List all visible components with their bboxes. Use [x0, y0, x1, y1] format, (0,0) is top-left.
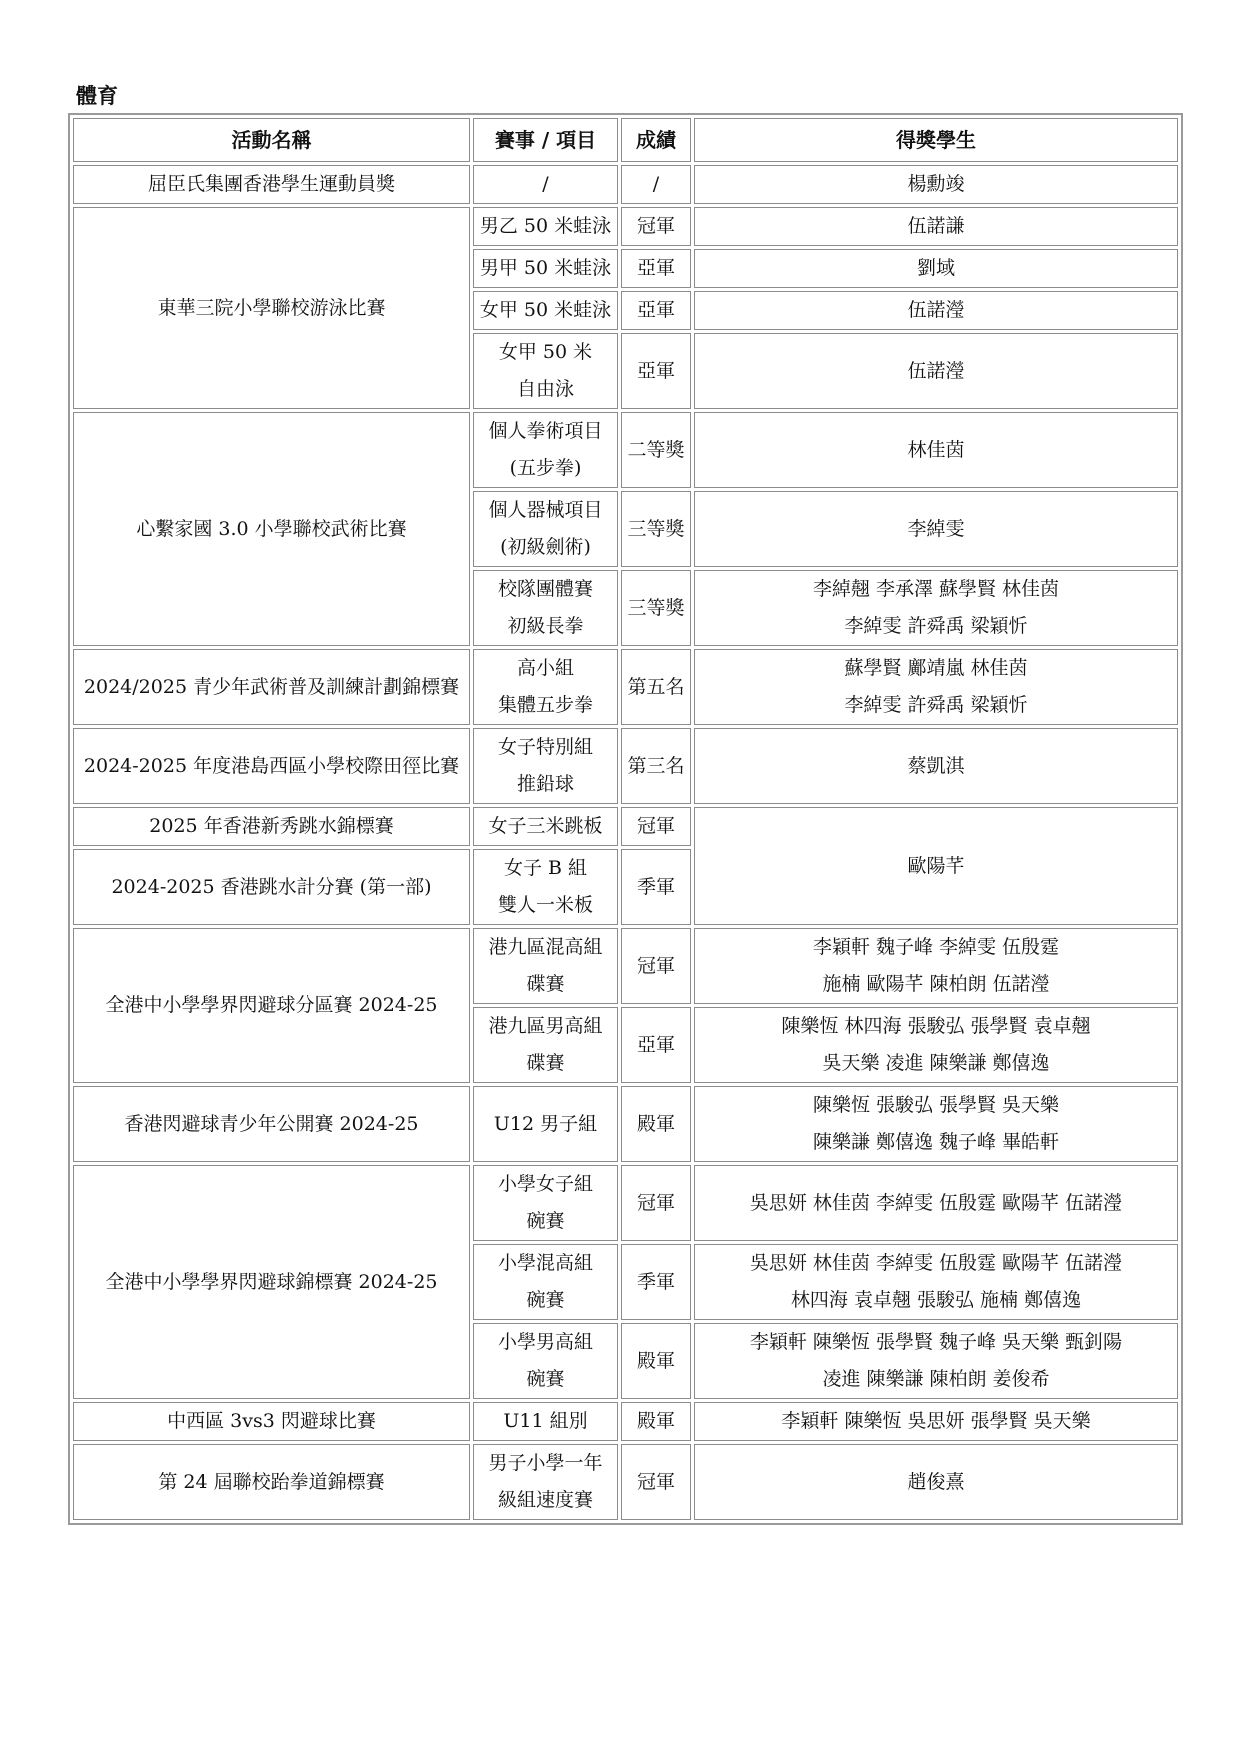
awards-table: [68, 113, 1183, 1525]
header-activity: 活動名稱: [73, 118, 470, 162]
event-cell: /: [473, 165, 618, 204]
students-cell: 劉域: [694, 249, 1178, 288]
table-header-row: [73, 118, 1178, 162]
students-cell: 吳思妍 林佳茵 李綽雯 伍殷霆 歐陽芊 伍諾瀅 林四海 袁卓翹 張駿弘 施楠 鄭僖逸: [694, 1244, 1178, 1320]
students-cell: 林佳茵: [694, 412, 1178, 488]
students-cell: 李綽翹 李承澤 蘇學賢 林佳茵 李綽雯 許舜禹 梁穎忻: [694, 570, 1178, 646]
event-cell: 港九區男高組 碟賽: [473, 1007, 618, 1083]
students-cell: 蘇學賢 鄺靖嵐 林佳茵 李綽雯 許舜禹 梁穎忻: [694, 649, 1178, 725]
students-cell: 伍諾謙: [694, 207, 1178, 246]
event-cell: 女子 B 組 雙人一米板: [473, 849, 618, 925]
table-row: [73, 1086, 1178, 1162]
event-cell: 港九區混高組 碟賽: [473, 928, 618, 1004]
students-cell: 李穎軒 陳樂恆 吳思妍 張學賢 吳天樂: [694, 1402, 1178, 1441]
students-cell: 陳樂恆 林四海 張駿弘 張學賢 袁卓翹 吳天樂 凌進 陳樂謙 鄭僖逸: [694, 1007, 1178, 1083]
students-cell: 李綽雯: [694, 491, 1178, 567]
result-cell: 季軍: [621, 1244, 691, 1320]
activity-cell: 心繫家國 3.0 小學聯校武術比賽: [73, 412, 470, 646]
result-cell: 亞軍: [621, 291, 691, 330]
result-cell: 冠軍: [621, 1165, 691, 1241]
students-cell: 李穎軒 陳樂恆 張學賢 魏子峰 吳天樂 甄釗陽 凌進 陳樂謙 陳柏朗 姜俊希: [694, 1323, 1178, 1399]
result-cell: 第三名: [621, 728, 691, 804]
result-cell: 殿軍: [621, 1086, 691, 1162]
table-row: [73, 1402, 1178, 1441]
students-cell: 伍諾瀅: [694, 333, 1178, 409]
students-cell: 楊勳竣: [694, 165, 1178, 204]
result-cell: 冠軍: [621, 928, 691, 1004]
result-cell: 三等獎: [621, 570, 691, 646]
event-cell: 女甲 50 米 自由泳: [473, 333, 618, 409]
event-cell: 個人器械項目 (初級劍術): [473, 491, 618, 567]
event-cell: 個人拳術項目 (五步拳): [473, 412, 618, 488]
result-cell: 季軍: [621, 849, 691, 925]
event-cell: 男子小學一年 級組速度賽: [473, 1444, 618, 1520]
activity-cell: 香港閃避球青少年公開賽 2024-25: [73, 1086, 470, 1162]
section-title: 體育: [76, 84, 118, 108]
event-cell: U11 組別: [473, 1402, 618, 1441]
table-row: [73, 807, 1178, 846]
students-cell: 李穎軒 魏子峰 李綽雯 伍殷霆 施楠 歐陽芊 陳柏朗 伍諾瀅: [694, 928, 1178, 1004]
event-cell: U12 男子組: [473, 1086, 618, 1162]
students-cell: 陳樂恆 張駿弘 張學賢 吳天樂 陳樂謙 鄭僖逸 魏子峰 畢皓軒: [694, 1086, 1178, 1162]
activity-cell: 2024/2025 青少年武術普及訓練計劃錦標賽: [73, 649, 470, 725]
table-row: [73, 649, 1178, 725]
activity-cell: 全港中小學學界閃避球錦標賽 2024-25: [73, 1165, 470, 1399]
result-cell: 亞軍: [621, 333, 691, 409]
activity-cell: 2024-2025 香港跳水計分賽 (第一部): [73, 849, 470, 925]
event-cell: 女甲 50 米蛙泳: [473, 291, 618, 330]
result-cell: 冠軍: [621, 807, 691, 846]
activity-cell: 中西區 3vs3 閃避球比賽: [73, 1402, 470, 1441]
event-cell: 男甲 50 米蛙泳: [473, 249, 618, 288]
students-cell: 吳思妍 林佳茵 李綽雯 伍殷霆 歐陽芊 伍諾瀅: [694, 1165, 1178, 1241]
table-row: [73, 412, 1178, 488]
result-cell: 殿軍: [621, 1323, 691, 1399]
result-cell: 三等獎: [621, 491, 691, 567]
result-cell: 冠軍: [621, 1444, 691, 1520]
event-cell: 小學女子組 碗賽: [473, 1165, 618, 1241]
table-row: [73, 1444, 1178, 1520]
event-cell: 高小組 集體五步拳: [473, 649, 618, 725]
event-cell: 小學男高組 碗賽: [473, 1323, 618, 1399]
table-row: [73, 1165, 1178, 1241]
students-cell: 歐陽芊: [694, 807, 1178, 925]
activity-cell: 屈臣氏集團香港學生運動員獎: [73, 165, 470, 204]
header-students: 得獎學生: [694, 118, 1178, 162]
result-cell: 亞軍: [621, 1007, 691, 1083]
result-cell: 亞軍: [621, 249, 691, 288]
result-cell: 二等獎: [621, 412, 691, 488]
result-cell: 殿軍: [621, 1402, 691, 1441]
event-cell: 男乙 50 米蛙泳: [473, 207, 618, 246]
activity-cell: 第 24 屆聯校跆拳道錦標賽: [73, 1444, 470, 1520]
activity-cell: 全港中小學學界閃避球分區賽 2024-25: [73, 928, 470, 1083]
header-result: 成績: [621, 118, 691, 162]
result-cell: 第五名: [621, 649, 691, 725]
table-row: [73, 207, 1178, 246]
table-row: [73, 928, 1178, 1004]
event-cell: 女子三米跳板: [473, 807, 618, 846]
activity-cell: 2024-2025 年度港島西區小學校際田徑比賽: [73, 728, 470, 804]
event-cell: 校隊團體賽 初級長拳: [473, 570, 618, 646]
event-cell: 女子特別組 推鉛球: [473, 728, 618, 804]
header-event: 賽事 / 項目: [473, 118, 618, 162]
table-row: [73, 165, 1178, 204]
students-cell: 伍諾瀅: [694, 291, 1178, 330]
event-cell: 小學混高組 碗賽: [473, 1244, 618, 1320]
activity-cell: 2025 年香港新秀跳水錦標賽: [73, 807, 470, 846]
students-cell: 蔡凱淇: [694, 728, 1178, 804]
result-cell: 冠軍: [621, 207, 691, 246]
result-cell: /: [621, 165, 691, 204]
table-row: [73, 728, 1178, 804]
students-cell: 趙俊熹: [694, 1444, 1178, 1520]
activity-cell: 東華三院小學聯校游泳比賽: [73, 207, 470, 409]
